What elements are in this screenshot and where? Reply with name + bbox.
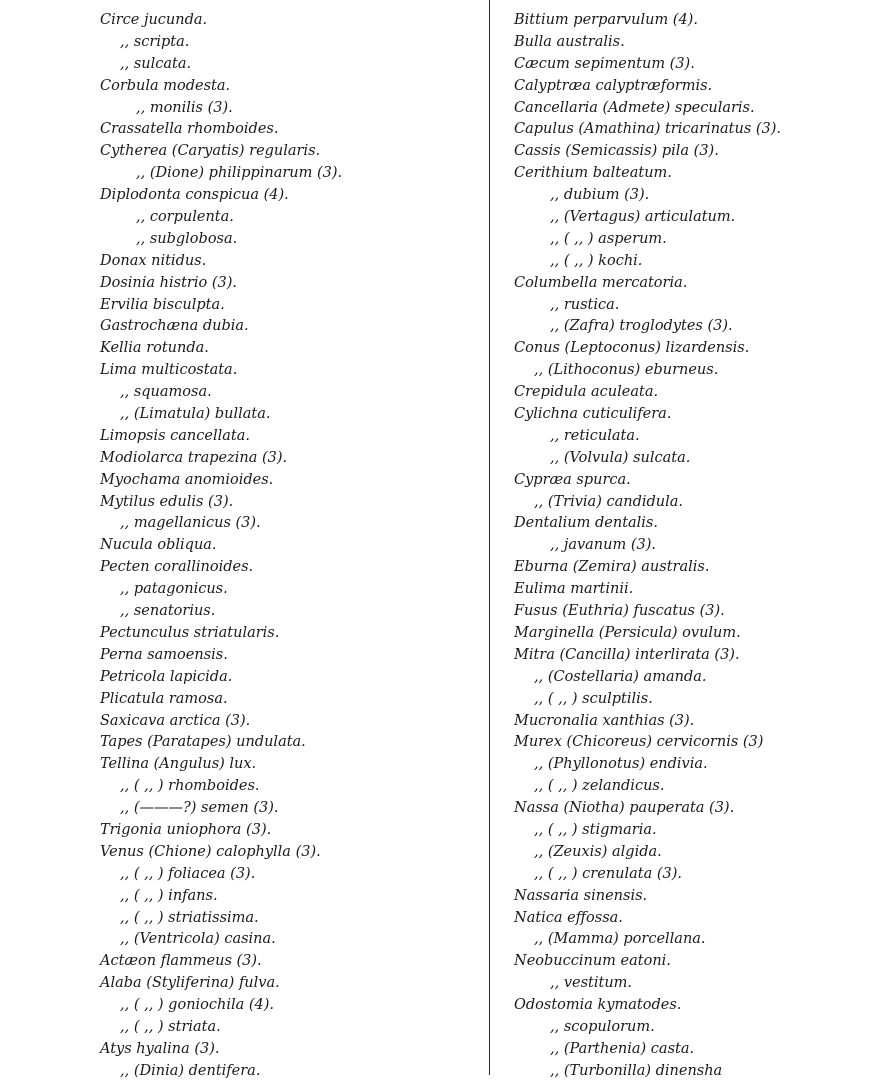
species-entry: ,, (Ventricola) casina. bbox=[120, 931, 276, 948]
species-entry: ,, ( ,, ) striata. bbox=[120, 1018, 221, 1035]
species-entry: ,, (Trivia) candidula. bbox=[534, 493, 684, 510]
species-entry: Lima multicostata. bbox=[100, 362, 238, 379]
species-entry: Bulla australis. bbox=[514, 33, 625, 50]
species-entry: ,, (Parthenia) casta. bbox=[550, 1040, 695, 1057]
left-column bbox=[100, 10, 480, 1083]
species-entry: ,, subglobosa. bbox=[136, 230, 238, 247]
species-entry: Cypræa spurca. bbox=[514, 471, 631, 488]
species-entry: Cerithium balteatum. bbox=[514, 165, 672, 182]
species-entry: ,, (Phyllonotus) endivia. bbox=[534, 756, 708, 773]
species-entry: ,, sulcata. bbox=[120, 55, 192, 72]
species-entry: Cytherea (Caryatis) regularis. bbox=[100, 143, 321, 160]
species-entry: ,, (Zeuxis) algida. bbox=[534, 843, 662, 860]
species-entry: Fusus (Euthria) fuscatus (3). bbox=[514, 603, 725, 620]
species-entry: ,, (Vertagus) articulatum. bbox=[550, 209, 736, 226]
species-entry: Pectunculus striatularis. bbox=[100, 624, 280, 641]
species-entry: Ervilia bisculpta. bbox=[100, 296, 225, 313]
species-entry: Marginella (Persicula) ovulum. bbox=[514, 624, 741, 641]
species-entry: Limopsis cancellata. bbox=[100, 427, 250, 444]
species-entry: ,, ( ,, ) crenulata (3). bbox=[534, 865, 683, 882]
species-entry: Cæcum sepimentum (3). bbox=[514, 55, 695, 72]
species-entry: Pecten corallinoides. bbox=[100, 559, 254, 576]
species-entry: ,, patagonicus. bbox=[120, 581, 228, 598]
species-entry: ,, magellanicus (3). bbox=[120, 515, 261, 532]
species-entry: Circe jucunda. bbox=[100, 12, 208, 28]
species-entry: Corbula modesta. bbox=[100, 77, 231, 94]
species-entry: ,, (Turbonilla) dinensha bbox=[550, 1062, 723, 1079]
species-entry: Alaba (Styliferina) fulva. bbox=[100, 975, 280, 992]
species-entry: Diplodonta conspicua (4). bbox=[100, 187, 289, 204]
species-entry: Odostomia kymatodes. bbox=[514, 997, 682, 1014]
column-divider bbox=[489, 0, 490, 1075]
species-entry: Cancellaria (Admete) specularis. bbox=[514, 99, 755, 116]
species-entry: ,, (Lithoconus) eburneus. bbox=[534, 362, 719, 379]
species-entry: ,, ( ,, ) asperum. bbox=[550, 230, 667, 247]
species-entry: Natica effossa. bbox=[514, 909, 623, 926]
species-entry: Crassatella rhomboides. bbox=[100, 121, 279, 138]
species-entry: Mucronalia xanthias (3). bbox=[514, 712, 695, 729]
species-entry: Mytilus edulis (3). bbox=[100, 493, 234, 510]
species-entry: Dosinia histrio (3). bbox=[100, 274, 237, 291]
species-entry: Perna samoensis. bbox=[100, 646, 228, 663]
species-entry: Cylichna cuticulifera. bbox=[514, 406, 672, 423]
species-entry: ,, ( ,, ) infans. bbox=[120, 887, 218, 904]
species-entry: ,, (Limatula) bullata. bbox=[120, 406, 271, 423]
species-entry: Modiolarca trapezina (3). bbox=[100, 449, 288, 466]
species-entry: Venus (Chione) calophylla (3). bbox=[100, 843, 321, 860]
species-entry: ,, (Costellaria) amanda. bbox=[534, 668, 707, 685]
right-column bbox=[514, 10, 874, 1083]
species-entry: ,, ( ,, ) sculptilis. bbox=[534, 690, 653, 707]
species-entry: ,, monilis (3). bbox=[136, 99, 233, 116]
species-entry: Nassa (Niotha) pauperata (3). bbox=[514, 800, 735, 817]
species-entry: ,, (Volvula) sulcata. bbox=[550, 449, 691, 466]
species-entry: ,, javanum (3). bbox=[550, 537, 656, 554]
species-entry: Myochama anomioides. bbox=[100, 471, 274, 488]
species-entry: Kellia rotunda. bbox=[100, 340, 209, 357]
species-entry: Capulus (Amathina) tricarinatus (3). bbox=[514, 121, 782, 138]
species-entry: Nucula obliqua. bbox=[100, 537, 217, 554]
species-entry: ,, senatorius. bbox=[120, 603, 216, 620]
species-entry: ,, ( ,, ) rhomboides. bbox=[120, 778, 260, 795]
species-entry: Plicatula ramosa. bbox=[100, 690, 228, 707]
species-entry: Murex (Chicoreus) cervicornis (3) bbox=[514, 734, 764, 751]
species-entry: Gastrochæna dubia. bbox=[100, 318, 249, 335]
species-entry: ,, dubium (3). bbox=[550, 187, 650, 204]
species-entry: ,, vestitum. bbox=[550, 975, 633, 992]
species-entry: Tapes (Paratapes) undulata. bbox=[100, 734, 306, 751]
species-entry: ,, (Mamma) porcellana. bbox=[534, 931, 706, 948]
species-entry: ,, corpulenta. bbox=[136, 209, 234, 226]
species-entry: Cassis (Semicassis) pila (3). bbox=[514, 143, 719, 160]
species-entry: ,, squamosa. bbox=[120, 384, 212, 401]
species-entry: ,, (Zafra) troglodytes (3). bbox=[550, 318, 733, 335]
species-entry: Columbella mercatoria. bbox=[514, 274, 688, 291]
species-entry: ,, ( ,, ) striatissima. bbox=[120, 909, 259, 926]
species-entry: ,, ( ,, ) stigmaria. bbox=[534, 821, 657, 838]
species-entry: Mitra (Cancilla) interlirata (3). bbox=[514, 646, 740, 663]
species-entry: Actæon flammeus (3). bbox=[100, 953, 262, 970]
species-entry: ,, ( ,, ) foliacea (3). bbox=[120, 865, 256, 882]
species-entry: Petricola lapicida. bbox=[100, 668, 233, 685]
species-entry: Conus (Leptoconus) lizardensis. bbox=[514, 340, 750, 357]
species-entry: Saxicava arctica (3). bbox=[100, 712, 251, 729]
species-entry: Donax nitidus. bbox=[100, 252, 207, 269]
species-entry: Bittium perparvulum (4). bbox=[514, 12, 698, 28]
species-entry: Nassaria sinensis. bbox=[514, 887, 648, 904]
species-entry: Trigonia uniophora (3). bbox=[100, 821, 272, 838]
species-entry: Neobuccinum eatoni. bbox=[514, 953, 671, 970]
species-entry: Dentalium dentalis. bbox=[514, 515, 658, 532]
species-entry: ,, ( ,, ) zelandicus. bbox=[534, 778, 665, 795]
species-entry: ,, reticulata. bbox=[550, 427, 640, 444]
species-entry: Crepidula aculeata. bbox=[514, 384, 659, 401]
species-entry: ,, (———?) semen (3). bbox=[120, 800, 279, 817]
species-entry: ,, (Dinia) dentifera. bbox=[120, 1062, 261, 1079]
species-entry: ,, ( ,, ) goniochila (4). bbox=[120, 997, 275, 1014]
species-entry: ,, scripta. bbox=[120, 33, 190, 50]
species-entry: Eulima martinii. bbox=[514, 581, 634, 598]
species-entry: ,, ( ,, ) kochi. bbox=[550, 252, 643, 269]
species-entry: Calyptræa calyptræformis. bbox=[514, 77, 713, 94]
species-entry: ,, scopulorum. bbox=[550, 1018, 655, 1035]
species-entry: Tellina (Angulus) lux. bbox=[100, 756, 257, 773]
species-entry: ,, rustica. bbox=[550, 296, 620, 313]
species-entry: Atys hyalina (3). bbox=[100, 1040, 220, 1057]
species-entry: ,, (Dione) philippinarum (3). bbox=[136, 165, 343, 182]
species-entry: Eburna (Zemira) australis. bbox=[514, 559, 710, 576]
